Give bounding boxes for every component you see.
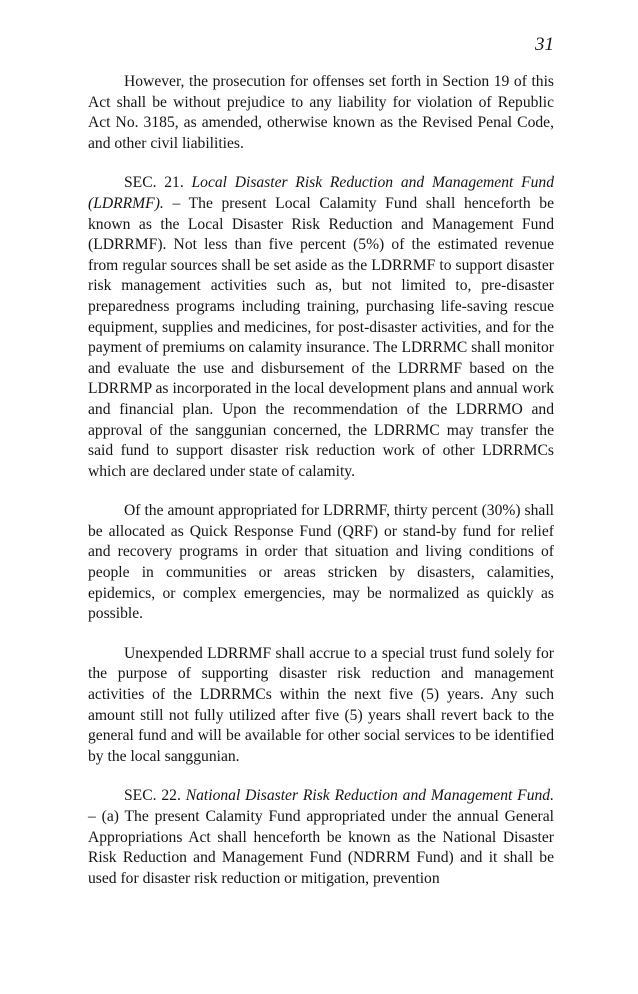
paragraph-text: Unexpended LDRRMF shall accrue to a special trust fund solely for the purpose of supporting disaster risk reduction and management activities of the LDRRMCs within the next five (5) years. Any such amount still not fully utilized after five (5) years shall revert back to the general fund and will be available for other social services to be identified by the local sanggunian. — [88, 644, 554, 765]
paragraph-unexpended — [88, 644, 554, 768]
paragraph-prosecution — [88, 72, 554, 154]
document-body — [88, 72, 554, 908]
section-label: SEC. 22. — [124, 787, 181, 805]
section-title: Local Disaster Risk Reduction and Management Fund (LDRRMF). — [88, 174, 555, 212]
section-text: – The present Local Calamity Fund shall henceforth be known as the Local Disaster Risk Reduction and Management Fund (LDRRMF). Not less than five percent (5%) of the estimated revenue from regular sources shall be set aside as the LDRRMF to support disaster risk management activities such as, but not limited to, pre-disaster preparedness programs including training, purchasing life-saving rescue equipment, supplies and medicines, for post-disaster activities, and for the payment of premiums on calamity insurance. The LDRRMC shall monitor and evaluate the use and disbursement of the LDRRMF based on the LDRRMP as incorporated in the local development plans and annual work and financial plan. Upon the recommendation of the LDRRMO and approval of the sanggunian concerned, the LDRRMC may transfer the said fund to support disaster risk reduction work of other LDRRMCs which are declared under state of calamity. — [88, 194, 554, 480]
section-title: National Disaster Risk Reduction and Management Fund. — [185, 787, 554, 805]
paragraph-qrf — [88, 501, 554, 625]
section-21-paragraph — [88, 173, 554, 482]
section-label: SEC. 21. — [124, 174, 184, 192]
section-22-paragraph — [88, 786, 554, 889]
page-number: 31 — [535, 34, 554, 55]
section-text: – (a) The present Calamity Fund appropriated under the annual General Appropriations Act shall henceforth be known as the National Disaster Risk Reduction and Management Fund (NDRRM Fund) and it shall be used for disaster risk reduction or mitigation, prevention — [88, 808, 554, 887]
paragraph-text: However, the prosecution for offenses set forth in Section 19 of this Act shall be without prejudice to any liability for violation of Republic Act No. 3185, as amended, otherwise known as the Revised Penal Code, and other civil liabilities. — [88, 73, 554, 152]
paragraph-text: Of the amount appropriated for LDRRMF, thirty percent (30%) shall be allocated as Quick Response Fund (QRF) or stand-by fund for relief and recovery programs in order that situation and living conditions of people in communities or areas stricken by disasters, calamities, epidemics, or complex emergencies, may be normalized as quickly as possible. — [88, 502, 554, 623]
